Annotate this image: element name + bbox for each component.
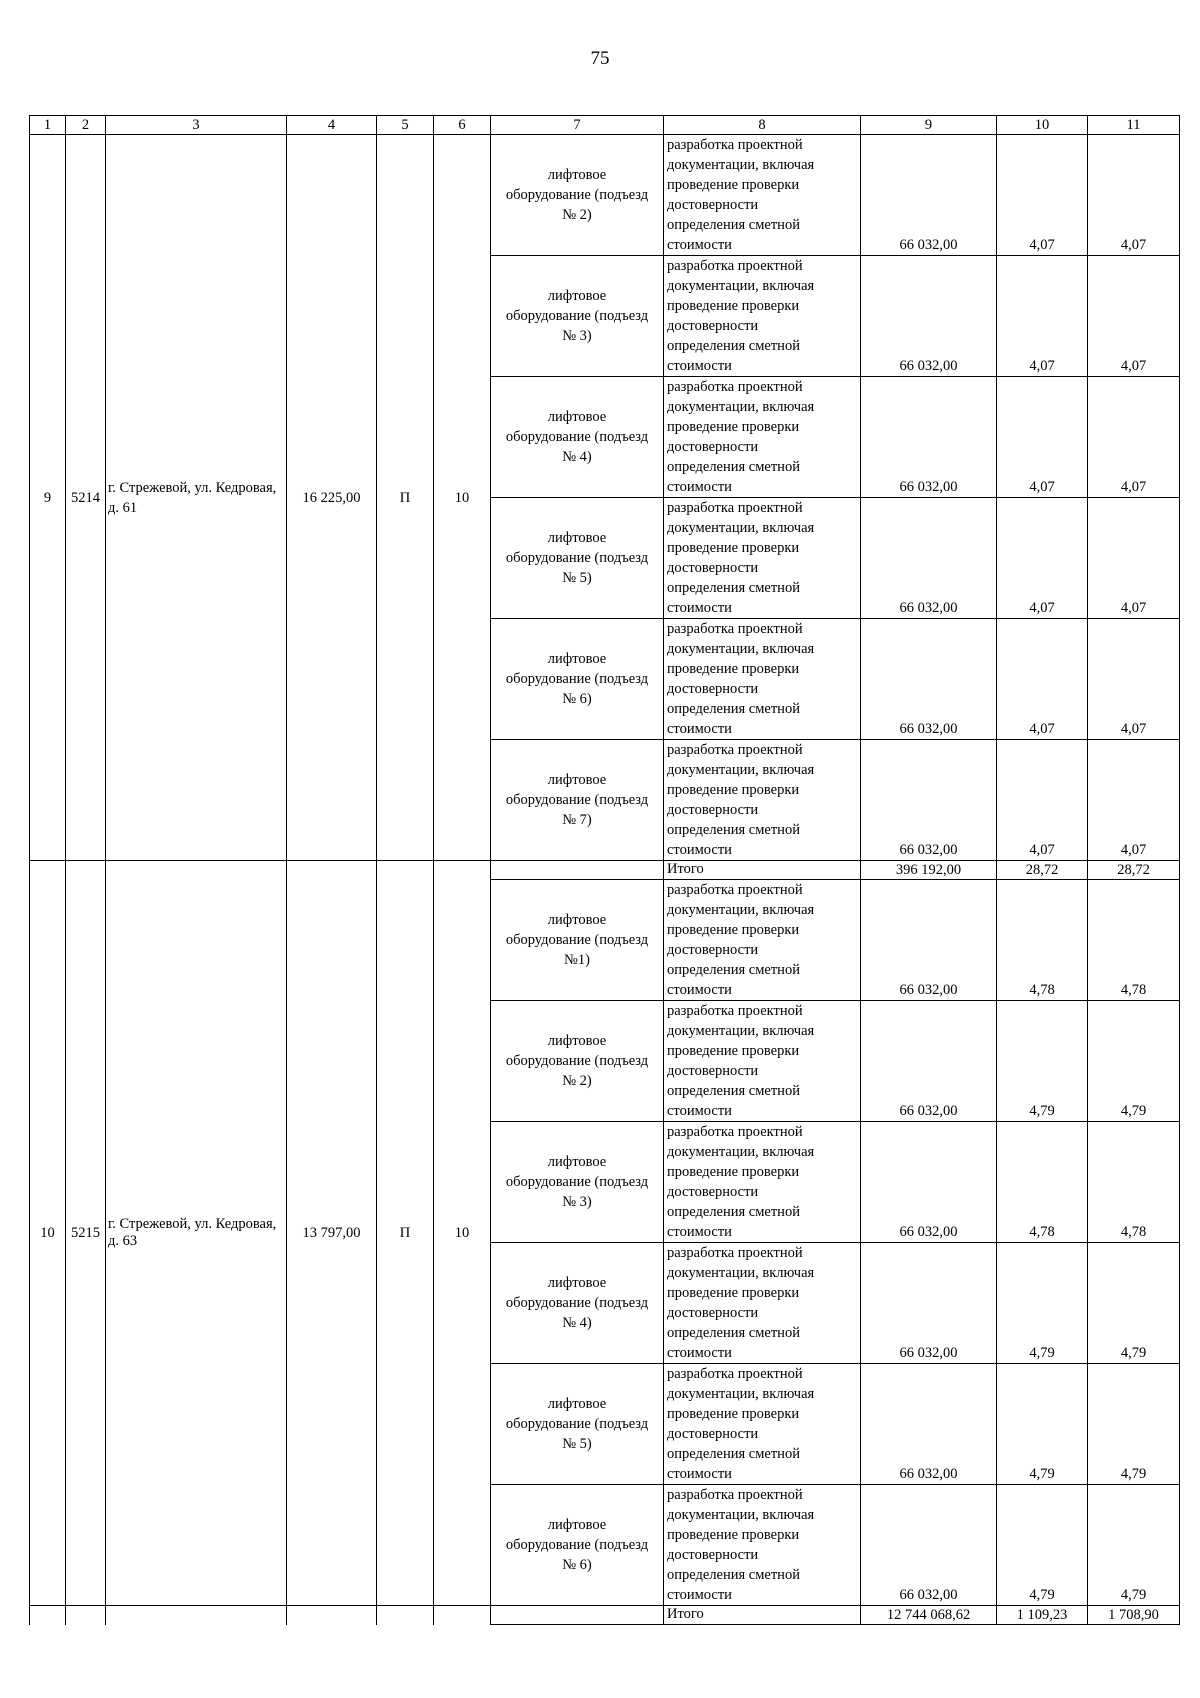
row-number: 10 [30, 861, 66, 1606]
specific-cost: 4,79 [997, 1485, 1088, 1606]
specific-cost: 4,79 [997, 1364, 1088, 1485]
work-description: разработка проектной документации, включая проведение проверки достоверности определения сметной стоимости [664, 740, 861, 861]
column-number-header: 8 [664, 116, 861, 135]
column-number-header: 3 [106, 116, 287, 135]
equipment-name: лифтовое оборудование (подъезд № 3) [491, 1122, 664, 1243]
max-cost: 4,79 [1088, 1001, 1180, 1122]
total-cost: 12 744 068,62 [861, 1606, 997, 1625]
equipment-name: лифтовое оборудование (подъезд № 2) [491, 1001, 664, 1122]
specific-cost: 4,78 [997, 1122, 1088, 1243]
max-cost: 4,07 [1088, 135, 1180, 256]
work-cost: 66 032,00 [861, 1001, 997, 1122]
house-address: г. Стрежевой, ул. Кедровая, д. 61 [106, 135, 287, 861]
work-cost: 66 032,00 [861, 377, 997, 498]
header-row [30, 116, 1180, 135]
column-number-header: 6 [434, 116, 491, 135]
equipment-name: лифтовое оборудование (подъезд № 7) [491, 740, 664, 861]
total-cost: 396 192,00 [861, 861, 997, 880]
table-container [29, 115, 1180, 1625]
max-cost: 4,07 [1088, 619, 1180, 740]
work-description: разработка проектной документации, включая проведение проверки достоверности определения сметной стоимости [664, 1243, 861, 1364]
specific-cost: 4,07 [997, 740, 1088, 861]
specific-cost: 4,07 [997, 135, 1088, 256]
empty-cell [377, 1606, 434, 1625]
work-cost: 66 032,00 [861, 1364, 997, 1485]
work-description: разработка проектной документации, включая проведение проверки достоверности определения сметной стоимости [664, 1001, 861, 1122]
house-area: 16 225,00 [287, 135, 377, 861]
empty-cell [434, 1606, 491, 1625]
column-number-header: 11 [1088, 116, 1180, 135]
max-cost: 4,79 [1088, 1485, 1180, 1606]
work-cost: 66 032,00 [861, 880, 997, 1001]
max-cost: 4,78 [1088, 880, 1180, 1001]
work-description: разработка проектной документации, включая проведение проверки достоверности определения сметной стоимости [664, 619, 861, 740]
house-floors: 10 [434, 135, 491, 861]
house-area: 13 797,00 [287, 861, 377, 1606]
table-body [30, 116, 1180, 1625]
row-number: 9 [30, 135, 66, 861]
equipment-name: лифтовое оборудование (подъезд № 2) [491, 135, 664, 256]
work-description: разработка проектной документации, включая проведение проверки достоверности определения сметной стоимости [664, 880, 861, 1001]
work-description: разработка проектной документации, включая проведение проверки достоверности определения сметной стоимости [664, 1122, 861, 1243]
work-cost: 66 032,00 [861, 1243, 997, 1364]
max-cost: 4,07 [1088, 256, 1180, 377]
max-cost: 4,78 [1088, 1122, 1180, 1243]
max-cost: 4,07 [1088, 377, 1180, 498]
empty-cell [287, 1606, 377, 1625]
total-max-cost: 1 708,90 [1088, 1606, 1180, 1625]
column-number-header: 1 [30, 116, 66, 135]
empty-cell [106, 1606, 287, 1625]
specific-cost: 4,79 [997, 1243, 1088, 1364]
column-number-header: 10 [997, 116, 1088, 135]
equipment-name: лифтовое оборудование (подъезд № 4) [491, 377, 664, 498]
specific-cost: 4,07 [997, 619, 1088, 740]
empty-cell [66, 1606, 106, 1625]
max-cost: 4,79 [1088, 1364, 1180, 1485]
work-cost: 66 032,00 [861, 740, 997, 861]
work-cost: 66 032,00 [861, 619, 997, 740]
column-number-header: 7 [491, 116, 664, 135]
capital-repair-table [29, 115, 1180, 1625]
page-number: 75 [590, 48, 610, 69]
total-specific-cost: 1 109,23 [997, 1606, 1088, 1625]
specific-cost: 4,78 [997, 880, 1088, 1001]
specific-cost: 4,07 [997, 256, 1088, 377]
total-label: Итого [664, 861, 861, 880]
house-code: 5215 [66, 861, 106, 1606]
house-address: г. Стрежевой, ул. Кедровая, д. 63 [106, 861, 287, 1606]
table-row [30, 135, 1180, 256]
work-description: разработка проектной документации, включая проведение проверки достоверности определения сметной стоимости [664, 1364, 861, 1485]
house-code: 5214 [66, 135, 106, 861]
column-number-header: 5 [377, 116, 434, 135]
work-cost: 66 032,00 [861, 1485, 997, 1606]
specific-cost: 4,07 [997, 377, 1088, 498]
column-number-header: 2 [66, 116, 106, 135]
work-cost: 66 032,00 [861, 135, 997, 256]
equipment-name: лифтовое оборудование (подъезд № 4) [491, 1243, 664, 1364]
work-description: разработка проектной документации, включая проведение проверки достоверности определения сметной стоимости [664, 498, 861, 619]
equipment-name: лифтовое оборудование (подъезд №1) [491, 880, 664, 1001]
equipment-name: лифтовое оборудование (подъезд № 3) [491, 256, 664, 377]
equipment-name: лифтовое оборудование (подъезд № 6) [491, 619, 664, 740]
total-label: Итого [664, 1606, 861, 1625]
max-cost: 4,07 [1088, 498, 1180, 619]
column-number-header: 4 [287, 116, 377, 135]
house-type: П [377, 861, 434, 1606]
work-cost: 66 032,00 [861, 1122, 997, 1243]
total-max-cost: 28,72 [1088, 861, 1180, 880]
total-row [30, 1606, 1180, 1625]
work-description: разработка проектной документации, включая проведение проверки достоверности определения сметной стоимости [664, 256, 861, 377]
column-number-header: 9 [861, 116, 997, 135]
work-cost: 66 032,00 [861, 256, 997, 377]
work-description: разработка проектной документации, включая проведение проверки достоверности определения сметной стоимости [664, 135, 861, 256]
total-specific-cost: 28,72 [997, 861, 1088, 880]
empty-cell [491, 1606, 664, 1625]
empty-cell [30, 1606, 66, 1625]
work-description: разработка проектной документации, включая проведение проверки достоверности определения сметной стоимости [664, 1485, 861, 1606]
specific-cost: 4,79 [997, 1001, 1088, 1122]
max-cost: 4,79 [1088, 1243, 1180, 1364]
specific-cost: 4,07 [997, 498, 1088, 619]
max-cost: 4,07 [1088, 740, 1180, 861]
equipment-name: лифтовое оборудование (подъезд № 5) [491, 1364, 664, 1485]
work-description: разработка проектной документации, включая проведение проверки достоверности определения сметной стоимости [664, 377, 861, 498]
house-floors: 10 [434, 861, 491, 1606]
total-row [30, 861, 1180, 880]
equipment-name: лифтовое оборудование (подъезд № 6) [491, 1485, 664, 1606]
equipment-name: лифтовое оборудование (подъезд № 5) [491, 498, 664, 619]
empty-cell [491, 861, 664, 880]
work-cost: 66 032,00 [861, 498, 997, 619]
house-type: П [377, 135, 434, 861]
